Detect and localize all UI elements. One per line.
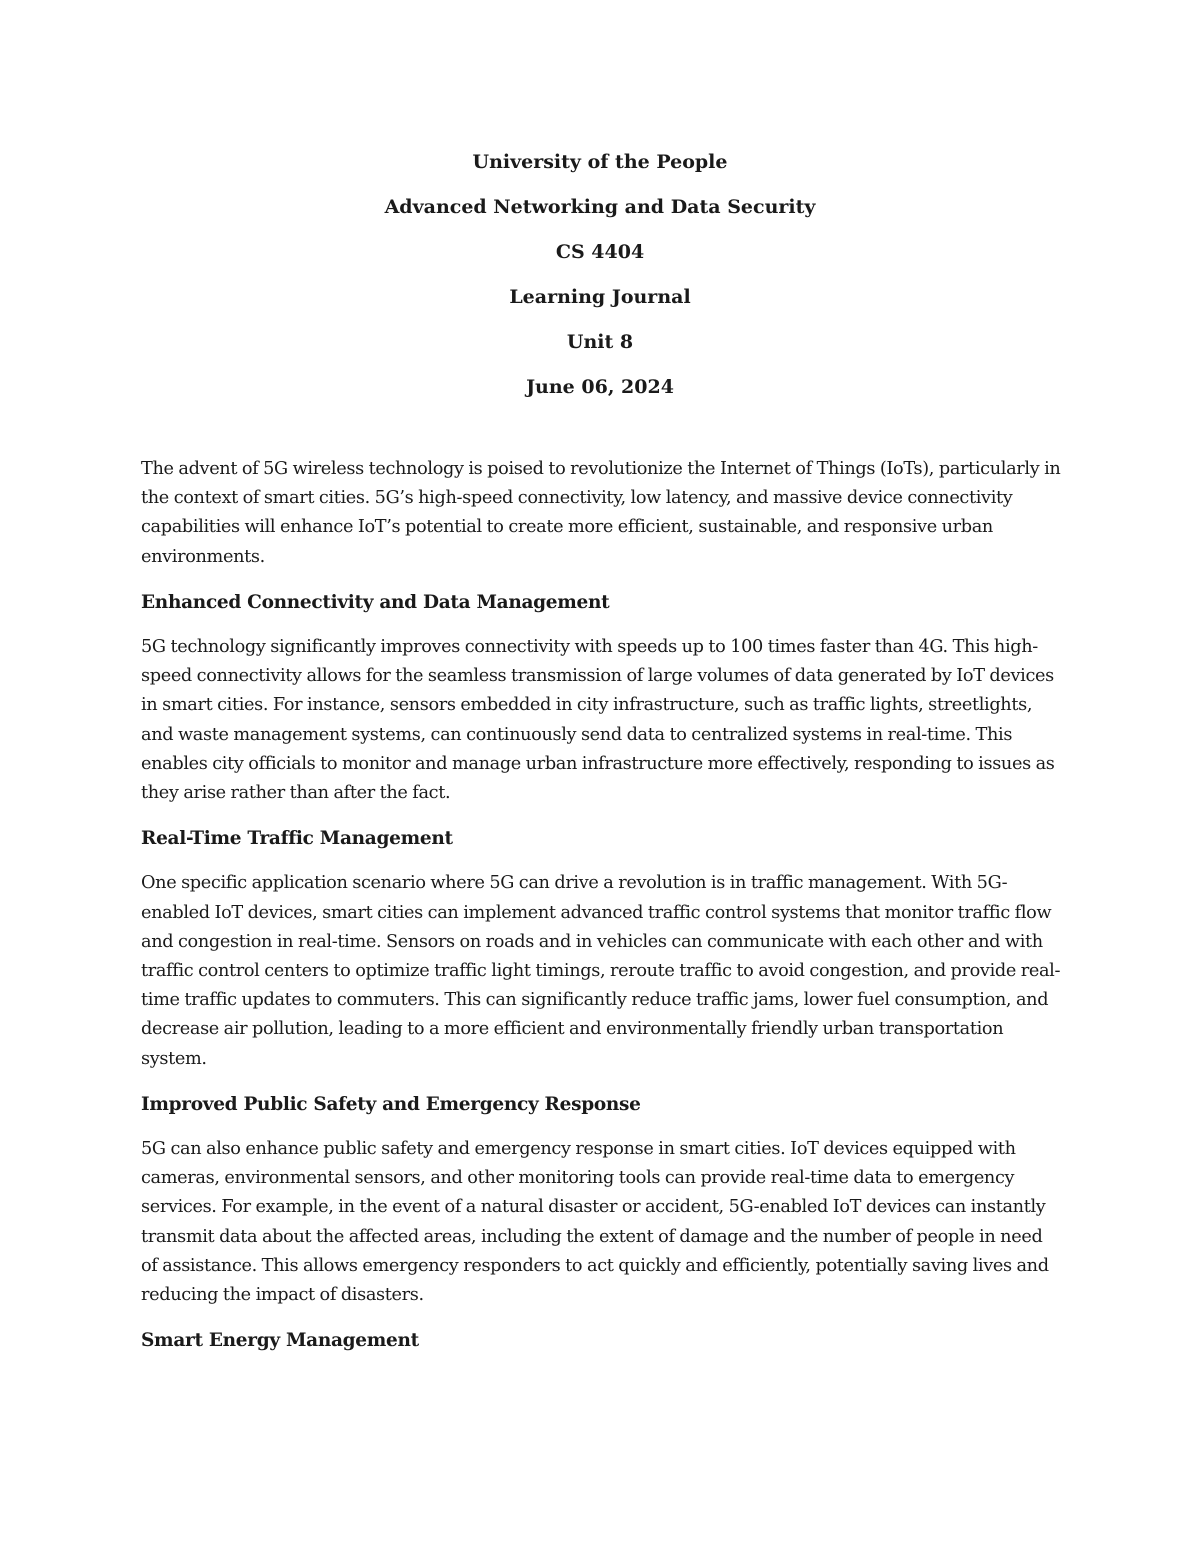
document-date: June 06, 2024 xyxy=(526,376,674,398)
assignment-title: Learning Journal xyxy=(509,286,691,308)
section-body-connectivity: 5G technology significantly improves connectivity with speeds up to 100 times faster than 4G. This high-speed connectivity allows for the seamless transmission of large volumes of data generated by IoT devices in smart cities. For instance, sensors embedded in city infrastructure, such as traffic lights, streetlights, and waste management systems, can continuously send data to centralized systems in real-time. This enables city officials to monitor and manage urban infrastructure more effectively, responding to issues as they arise rather than after the fact. xyxy=(141,637,1055,804)
section-heading-public-safety: Improved Public Safety and Emergency Response xyxy=(141,1093,641,1115)
section-body-public-safety: 5G can also enhance public safety and emergency response in smart cities. IoT devices equipped with cameras, environmental sensors, and other monitoring tools can provide real-time data to emergency services. For example, in the event of a natural disaster or accident, 5G-enabled IoT devices can instantly transmit data about the affected areas, including the extent of damage and the number of people in need of assistance. This allows emergency responders to act quickly and efficiently, potentially saving lives and reducing the impact of disasters. xyxy=(141,1139,1049,1306)
section-heading-energy: Smart Energy Management xyxy=(141,1330,419,1352)
section-heading-traffic: Real-Time Traffic Management xyxy=(141,828,453,850)
institution-name: University of the People xyxy=(472,151,728,173)
title-page-block xyxy=(0,140,1200,410)
section-heading-connectivity: Enhanced Connectivity and Data Management xyxy=(141,591,610,613)
unit-label: Unit 8 xyxy=(566,331,634,353)
document-body xyxy=(141,455,1061,1371)
course-name: Advanced Networking and Data Security xyxy=(384,196,816,218)
intro-paragraph: The advent of 5G wireless technology is poised to revolutionize the Internet of Things (IoTs), particularly in the context of smart cities. 5G’s high-speed connectivity, low latency, and massive device connectivity capabilities will enhance IoT’s potential to create more efficient, sustainable, and responsive urban environments. xyxy=(141,459,1061,567)
section-body-traffic: One specific application scenario where 5G can drive a revolution is in traffic management. With 5G-enabled IoT devices, smart cities can implement advanced traffic control systems that monitor traffic flow and congestion in real-time. Sensors on roads and in vehicles can communicate with each other and with traffic control centers to optimize traffic light timings, reroute traffic to avoid congestion, and provide real-time traffic updates to commuters. This can significantly reduce traffic jams, lower fuel consumption, and decrease air pollution, leading to a more efficient and environmentally friendly urban transportation system. xyxy=(141,873,1061,1069)
course-code: CS 4404 xyxy=(555,241,645,263)
